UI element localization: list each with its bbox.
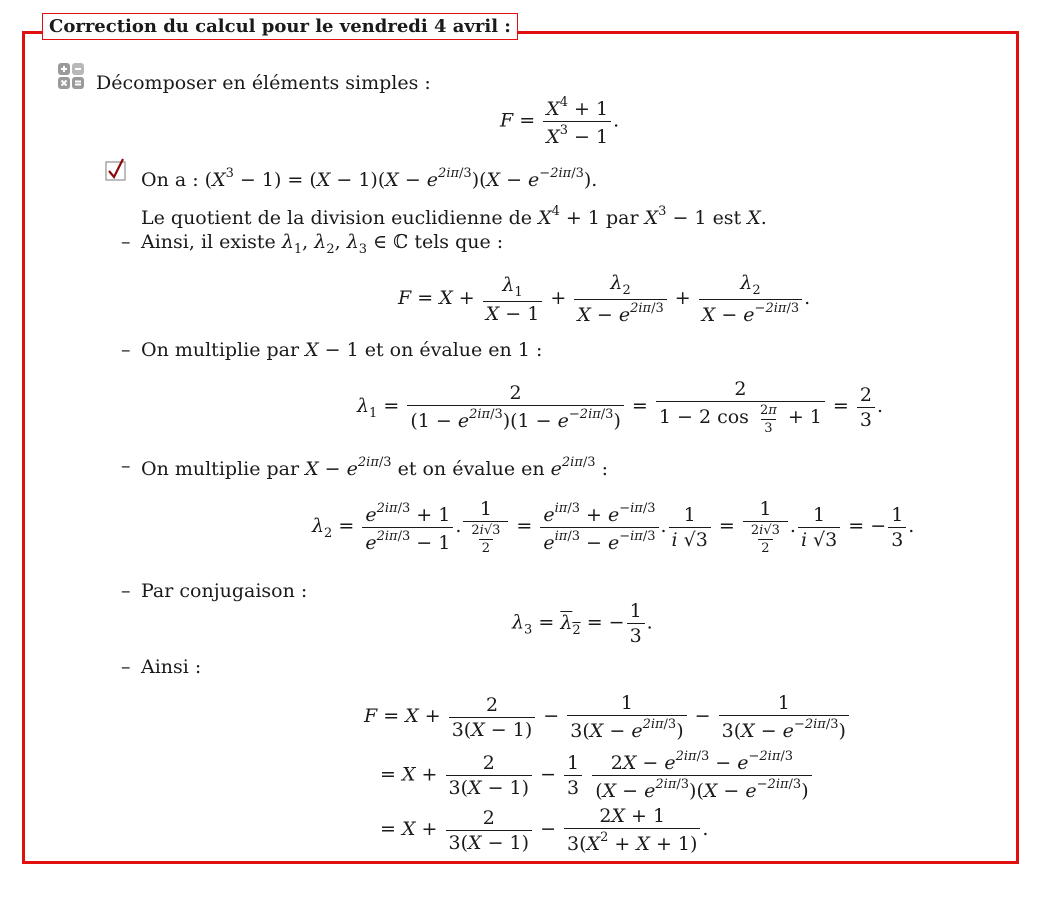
item-3: On multiplie par $X - e^{2i\pi/3}$ et on évalue en $e^{2i\pi/3}$ :: [141, 455, 608, 480]
bullet: –: [121, 455, 131, 477]
eq-lambda1: $\lambda_1$ = $\frac{2}{(1 - e^{2i\pi/3})(1 - e^{-2i\pi/3})}$ = 2 1 − 2 cos $\frac{2\pi}{3}$ + 1 = $\frac{2}{3}$ .: [357, 378, 884, 436]
bullet: –: [121, 231, 131, 253]
box-title: Correction du calcul pour le vendredi 4 avril :: [42, 13, 518, 40]
eq-final-3: = X + $\frac{2}{3(X - 1)}$ − $\frac{2X + 1}{3(X^2 + X + 1)}$ .: [380, 805, 709, 855]
checkbox-checked-icon: [104, 158, 128, 182]
item-1: Ainsi, il existe $\lambda_1$, $\lambda_2$, $\lambda_3$ ∈ ℂ tels que :: [141, 231, 504, 257]
eq-decomp: F = X + $\frac{\lambda_1}{X - 1}$ + $\frac{\lambda_2}{X - e^{2i\pi/3}}$ + $\frac{\lambda_2}{X - e^{-2i\pi/3}}$ .: [398, 272, 811, 326]
calculator-icon: [57, 62, 85, 90]
check-line-1: On a : $(X^3 - 1) = (X - 1)(X - e^{2i\pi/3})(X - e^{-2i\pi/3})$.: [141, 166, 598, 191]
check-line-2: Le quotient de la division euclidienne de $X^4 + 1$ par $X^3 - 1$ est X.: [141, 204, 767, 229]
intro-text: Décomposer en éléments simples :: [96, 72, 431, 94]
eq-final-1: F = X + $\frac{2}{3(X - 1)}$ − $\frac{1}{3(X - e^{2i\pi/3})}$ − $\frac{1}{3(X - e^{-2i\pi/3})}$: [364, 692, 851, 742]
bullet: –: [121, 339, 131, 361]
eq-lambda3: $\lambda_3 = \lambda_2$ = − $\frac{1}{3}$ .: [512, 600, 653, 647]
item-5: Ainsi :: [141, 656, 202, 678]
item-4: Par conjugaison :: [141, 580, 308, 602]
item-2: On multiplie par X − 1 et on évalue en 1 :: [141, 339, 543, 361]
eq-F: F = $\frac{X^4 + 1}{X^3 - 1}$ .: [500, 95, 620, 148]
eq-lambda2: $\lambda_2$ = $\frac{e^{2i\pi/3} + 1}{e^{2i\pi/3} - 1}$ . $\frac{1}{\frac{2i√3}{2}}$ = $\frac{e^{i\pi/3} + e^{-i\pi/3}}{e^{i\pi/3} - e^{-i\pi/3}}$ . $\frac{1}{i √3}$ = $\frac{1}{\frac{2i√3}{2}}$ . $\frac{1}{i √3}$ = − $\frac{1}{3}$ .: [312, 498, 915, 556]
bullet: –: [121, 656, 131, 678]
bullet: –: [121, 580, 131, 602]
eq-final-2: = X + $\frac{2}{3(X - 1)}$ − $\frac{1}{3}$ $\frac{2X - e^{2i\pi/3} - e^{-2i\pi/3}}{(X - e^{2i\pi/3})(X - e^{-2i\pi/3})}$: [380, 749, 814, 802]
